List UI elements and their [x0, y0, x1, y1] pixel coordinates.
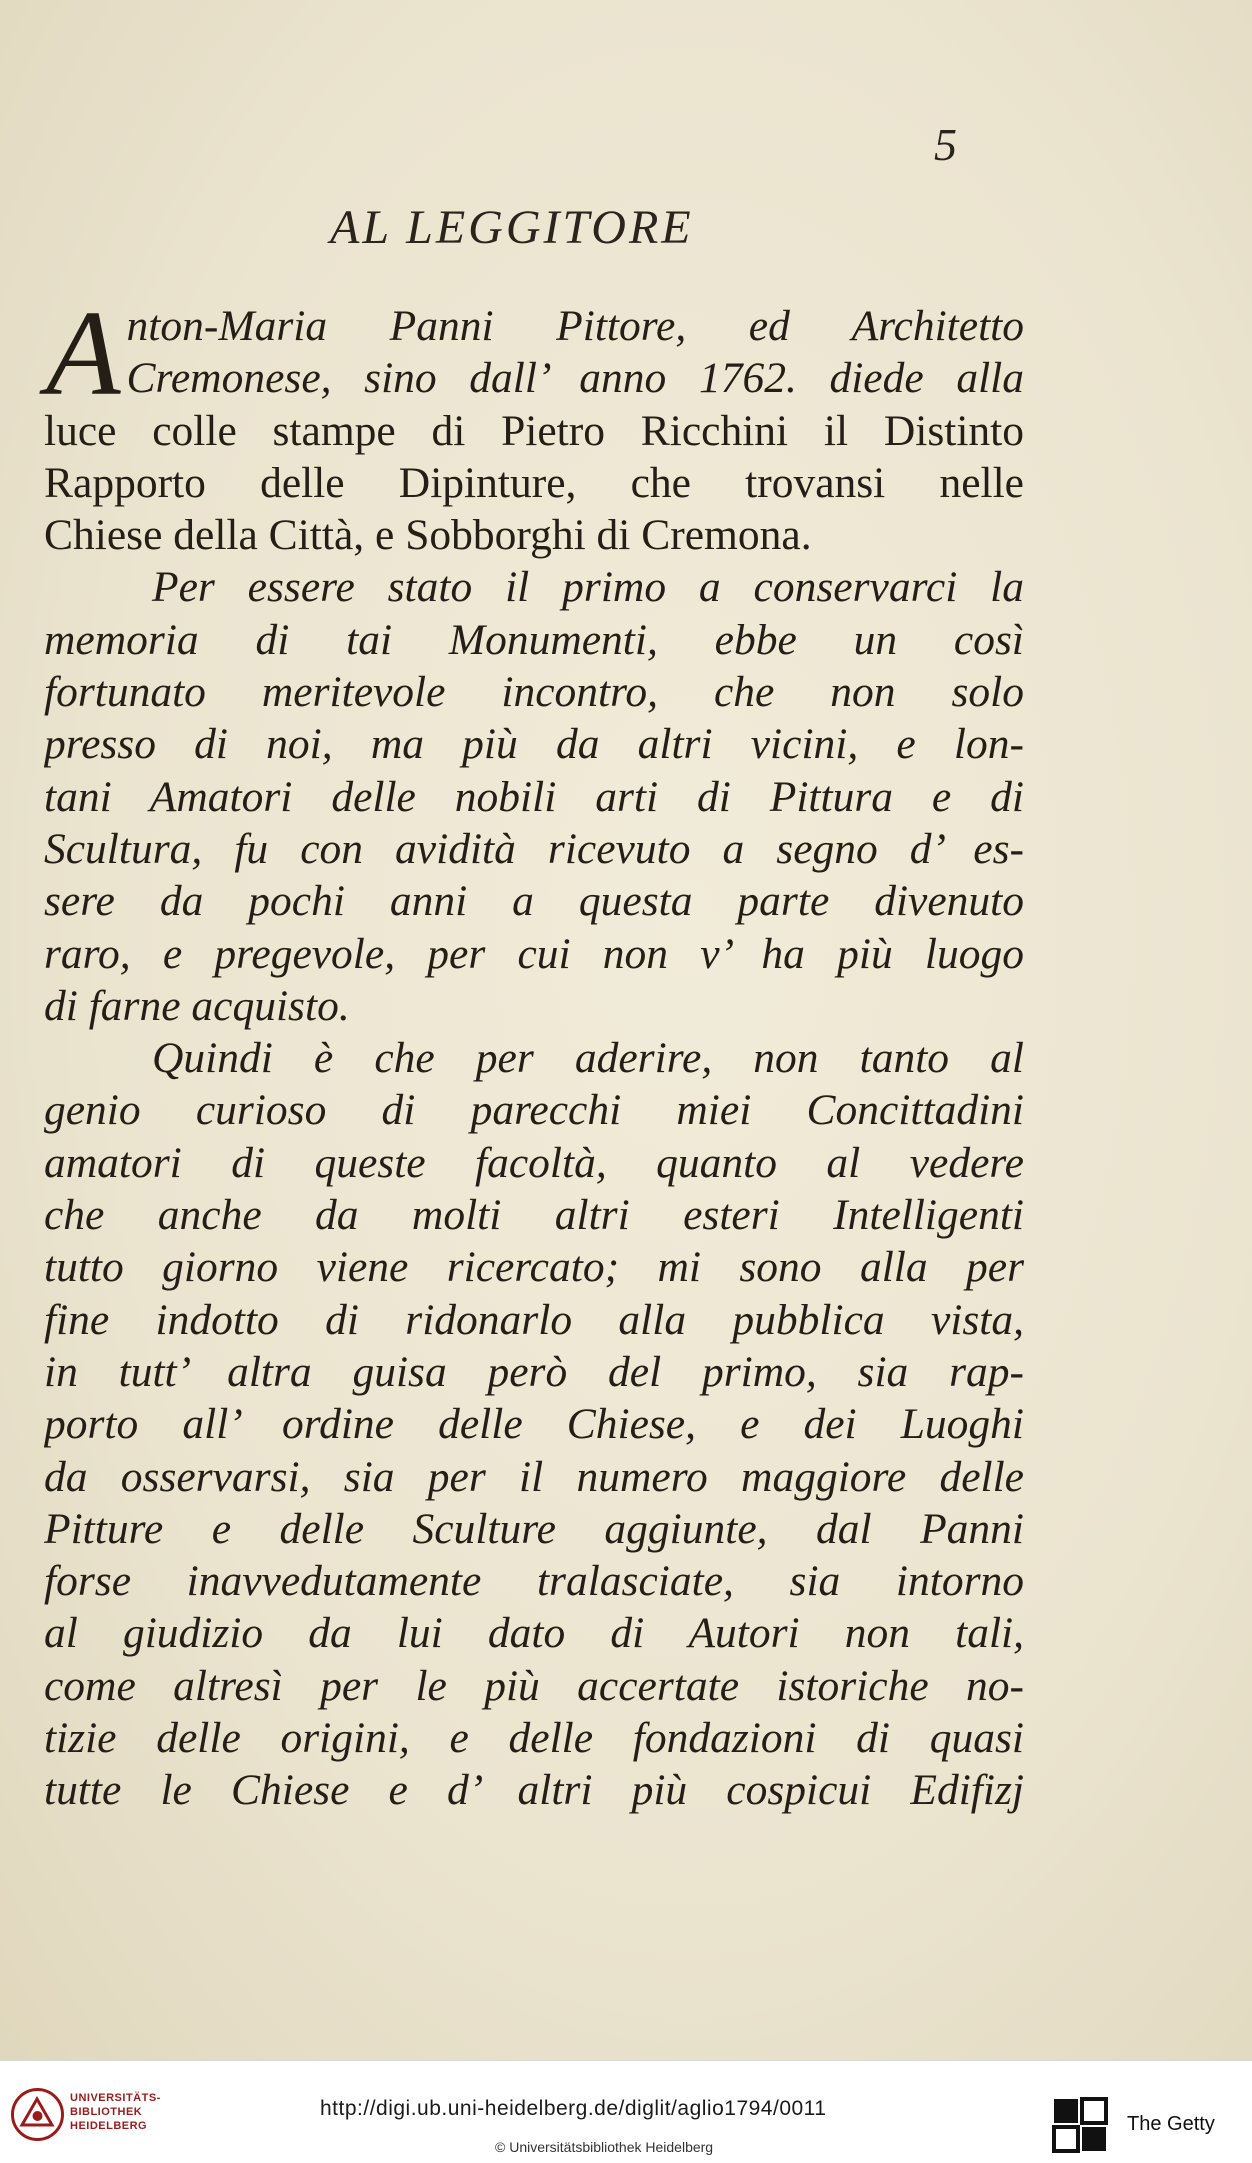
text-line: Quindi è che per aderire, non tanto al — [152, 1034, 1024, 1083]
text-line: forse inavvedutamente tralasciate, sia intorno — [44, 1557, 1024, 1606]
text-line: tani Amatori delle nobili arti di Pittura e di — [44, 772, 1024, 821]
text-line: da osservarsi, sia per il numero maggiore delle — [44, 1452, 1024, 1501]
institution-name: UNIVERSITÄTS- BIBLIOTHEK HEIDELBERG — [70, 2092, 161, 2132]
getty-logo-icon — [1052, 2097, 1108, 2153]
text-line: tizie delle origini, e delle fondazioni di quasi — [44, 1714, 1024, 1763]
text-line: Per essere stato il primo a conservarci la — [152, 563, 1024, 612]
text-line: di farne acquisto. — [44, 981, 350, 1030]
text-line: memoria di tai Monumenti, ebbe un così — [44, 615, 1024, 664]
text-line: nton-Maria Panni Pittore, ed Architetto — [126, 302, 1024, 350]
university-seal-icon — [10, 2087, 65, 2142]
text-line: amatori di queste facoltà, quanto al vedere — [44, 1138, 1024, 1187]
text-line: Pitture e delle Sculture aggiunte, dal Panni — [44, 1504, 1024, 1553]
page-title: AL LEGGITORE — [330, 201, 694, 254]
footer-bar — [0, 2060, 1252, 2163]
text-line: Chiese della Città, e Sobborghi di Cremona. — [44, 511, 812, 560]
partner-name: The Getty — [1127, 2113, 1215, 2135]
text-line: sere da pochi anni a questa parte divenuto — [44, 877, 1024, 926]
text-line: Scultura, fu con avidità ricevuto a segno d’ es- — [44, 824, 1024, 873]
text-line: al giudizio da lui dato di Autori non tali, — [44, 1609, 1024, 1658]
copyright-notice: © Universitätsbibliothek Heidelberg — [495, 2139, 714, 2155]
text-line: luce colle stampe di Pietro Ricchini il Distinto — [44, 406, 1024, 455]
text-line: come altresì per le più accertate istoriche no- — [44, 1661, 1024, 1710]
text-line: in tutt’ altra guisa però del primo, sia rap- — [44, 1347, 1024, 1396]
text-line: fine indotto di ridonarlo alla pubblica vista, — [44, 1295, 1024, 1344]
text-line: presso di noi, ma più da altri vicini, e lon- — [44, 720, 1024, 769]
text-line: fortunato meritevole incontro, che non solo — [44, 668, 1024, 717]
text-line: raro, e pregevole, per cui non v’ ha più luogo — [44, 929, 1024, 978]
drop-cap: A — [46, 286, 121, 421]
body-text — [44, 286, 1024, 1817]
page-number: 5 — [934, 119, 957, 170]
text-line: tutte le Chiese e d’ altri più cospicui Edifizj — [44, 1766, 1024, 1815]
text-line: porto all’ ordine delle Chiese, e dei Luoghi — [44, 1400, 1024, 1449]
text-line: tutto giorno viene ricercato; mi sono alla per — [44, 1243, 1024, 1292]
text-line: che anche da molti altri esteri Intelligenti — [44, 1191, 1024, 1240]
text-line: genio curioso di parecchi miei Concittadini — [44, 1086, 1024, 1135]
text-line: Cremonese, sino dall’ anno 1762. diede alla — [126, 354, 1024, 403]
permalink[interactable]: http://digi.ub.uni-heidelberg.de/diglit/aglio1794/0011 — [320, 2097, 827, 2120]
text-line: Rapporto delle Dipinture, che trovansi nelle — [44, 458, 1024, 507]
